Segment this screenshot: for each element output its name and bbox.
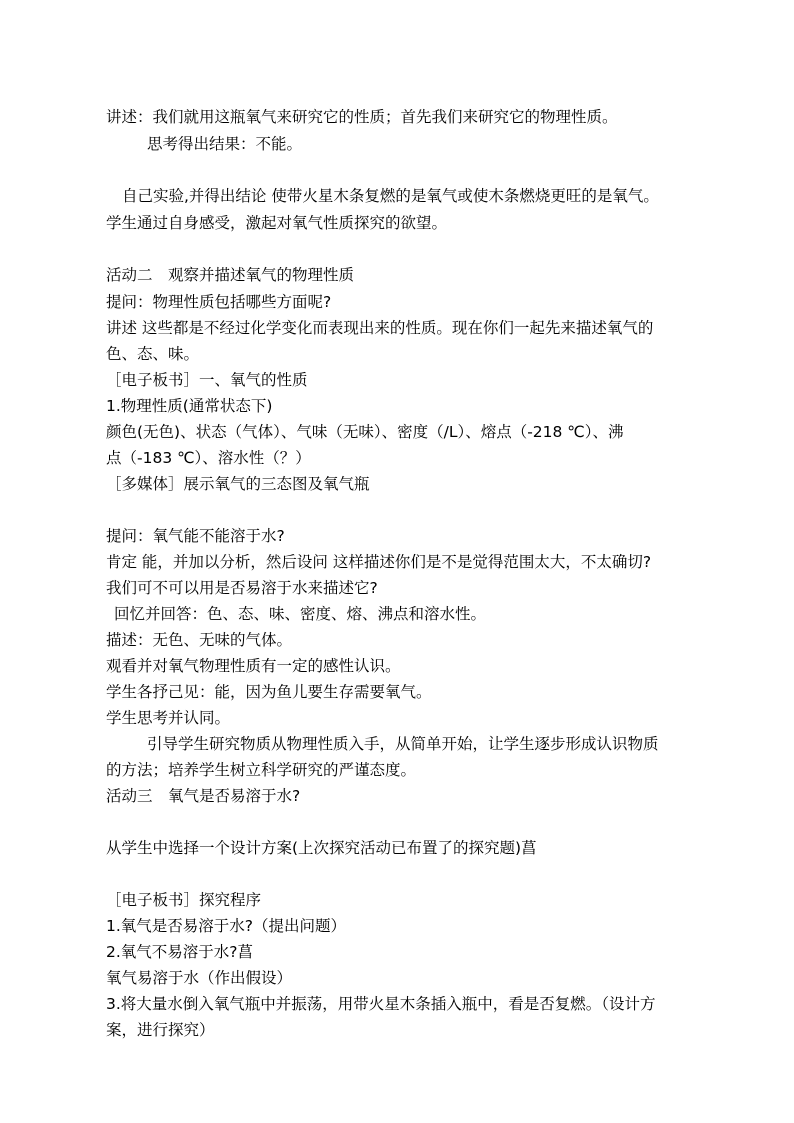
text-line-question-solubility: 提问：氧气能不能溶于水? <box>106 527 285 545</box>
text-line-boiling-point: 点（-183 ℃）、溶水性（？） <box>106 449 311 467</box>
text-line-affirm-analysis: 肯定 能，并加以分析，然后设问 这样描述你们是不是觉得范围太大，不太确切? <box>106 553 652 571</box>
text-line-step-2: 2.氧气不易溶于水?菖 <box>106 943 254 961</box>
text-line-board-oxygen-properties: ［电子板书］一、氧气的性质 <box>106 371 308 389</box>
text-line-observe: 观看并对氧气物理性质有一定的感性认识。 <box>106 657 401 675</box>
text-line-lecture-properties: 讲述 这些都是不经过化学变化而表现出来的性质。现在你们一起先来描述氧气的 <box>106 319 654 337</box>
text-line-color-state-smell: 色、态、味。 <box>106 345 200 363</box>
text-line-recall-answer: 回忆并回答：色、态、味、密度、熔、沸点和溶水性。 <box>114 605 487 623</box>
text-line-think-result: 思考得出结果：不能。 <box>147 135 303 153</box>
text-line-student-agree: 学生思考并认同。 <box>106 709 231 727</box>
text-line-lecture-intro: 讲述：我们就用这瓶氧气来研究它的性质；首先我们来研究它的物理性质。 <box>106 108 618 126</box>
text-line-step-3: 3.将大量水倒入氧气瓶中并振荡，用带火星木条插入瓶中，看是否复燃。（设计方 <box>106 995 656 1013</box>
text-line-experiment: 自己实验,并得出结论 使带火星木条复燃的是氧气或使木条燃烧更旺的是氧气。 <box>122 187 659 205</box>
text-line-physical-properties: 1.物理性质(通常状态下) <box>106 397 273 415</box>
text-line-property-list: 颜色(无色)、状态（气体）、气味（无味）、密度（/L）、熔点（-218 ℃）、沸 <box>106 423 624 441</box>
text-line-method-attitude: 的方法；培养学生树立科学研究的严谨态度。 <box>106 761 417 779</box>
text-line-board-procedure: ［电子板书］探究程序 <box>106 891 262 909</box>
section-heading-activity-2: 活动二 观察并描述氧气的物理性质 <box>106 266 355 284</box>
text-line-description: 描述：无色、无味的气体。 <box>106 631 293 649</box>
text-line-question-physical: 提问：物理性质包括哪些方面呢? <box>106 293 332 311</box>
text-line-guide-students: 引导学生研究物质从物理性质入手，从简单开始，让学生逐步形成认识物质 <box>147 735 659 753</box>
text-line-select-plan: 从学生中选择一个设计方案(上次探究活动已布置了的探究题)菖 <box>106 839 537 857</box>
text-line-hypothesis: 氧气易溶于水（作出假设） <box>106 969 293 987</box>
text-line-step-1: 1.氧气是否易溶于水?（提出问题） <box>106 917 347 935</box>
text-line-describe-solubility: 我们可不可以用是否易溶于水来描述它? <box>106 579 378 597</box>
text-line-multimedia: ［多媒体］展示氧气的三态图及氧气瓶 <box>106 475 370 493</box>
text-line-step-3-cont: 案，进行探究） <box>106 1021 215 1039</box>
text-line-student-opinions: 学生各抒己见：能，因为鱼儿要生存需要氧气。 <box>106 683 432 701</box>
text-line-student-feel: 学生通过自身感受，激起对氧气性质探究的欲望。 <box>106 214 448 232</box>
section-heading-activity-3: 活动三 氧气是否易溶于水? <box>106 787 301 805</box>
